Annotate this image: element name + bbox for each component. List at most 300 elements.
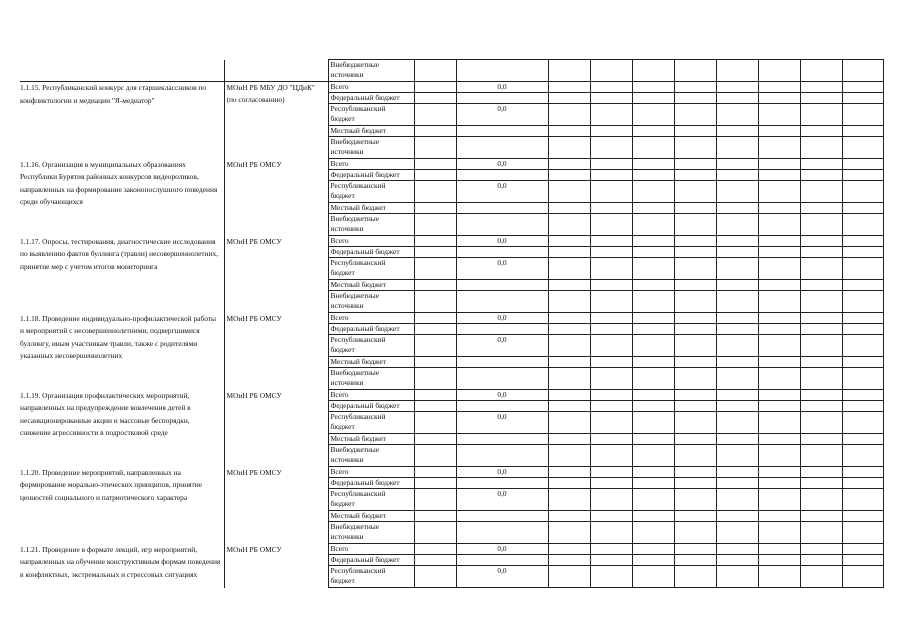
empty-cell [590, 390, 632, 401]
amount-cell [456, 324, 548, 335]
empty-cell [842, 137, 883, 159]
empty-cell [758, 478, 800, 489]
empty-cell [548, 313, 590, 324]
empty-cell [758, 181, 800, 203]
empty-cell [548, 368, 590, 390]
empty-cell [758, 368, 800, 390]
empty-cell [842, 104, 883, 126]
amount-cell: 0,0 [456, 181, 548, 203]
empty-cell [758, 137, 800, 159]
empty-cell [842, 368, 883, 390]
empty-cell [800, 478, 842, 489]
funding-source-cell: Федеральный бюджет [328, 555, 414, 566]
amount-cell [456, 93, 548, 104]
table-row [20, 236, 883, 247]
empty-cell [716, 544, 758, 555]
empty-cell [674, 467, 716, 478]
empty-cell [758, 247, 800, 258]
empty-cell [548, 467, 590, 478]
responsible-cell: МОиН РБ МБУ ДО "ЦДиК" (по согласованию) [224, 82, 328, 159]
empty-cell [716, 137, 758, 159]
amount-cell [456, 511, 548, 522]
empty-cell [590, 203, 632, 214]
empty-cell [758, 544, 800, 555]
empty-cell [716, 313, 758, 324]
empty-cell [632, 247, 674, 258]
empty-cell [674, 159, 716, 170]
empty-cell [758, 203, 800, 214]
responsible-cell: МОиН РБ ОМСУ [224, 467, 328, 544]
empty-cell [716, 236, 758, 247]
empty-cell [716, 280, 758, 291]
empty-cell [632, 566, 674, 588]
measure-title-cell [20, 60, 224, 82]
amount-cell: 0,0 [456, 412, 548, 434]
empty-cell [632, 60, 674, 82]
empty-cell [842, 247, 883, 258]
funding-source-cell: Всего [328, 236, 414, 247]
empty-cell [716, 434, 758, 445]
year-cell [414, 313, 456, 324]
empty-cell [674, 280, 716, 291]
empty-cell [842, 170, 883, 181]
empty-cell [674, 489, 716, 511]
year-cell [414, 170, 456, 181]
empty-cell [800, 566, 842, 588]
empty-cell [842, 214, 883, 236]
empty-cell [632, 522, 674, 544]
empty-cell [548, 126, 590, 137]
year-cell [414, 280, 456, 291]
empty-cell [674, 566, 716, 588]
empty-cell [674, 137, 716, 159]
empty-cell [674, 214, 716, 236]
empty-cell [590, 511, 632, 522]
empty-cell [842, 434, 883, 445]
empty-cell [800, 335, 842, 357]
funding-source-cell: Внебюджетные источники [328, 60, 414, 82]
empty-cell [590, 412, 632, 434]
empty-cell [842, 467, 883, 478]
empty-cell [674, 511, 716, 522]
empty-cell [716, 247, 758, 258]
year-cell [414, 445, 456, 467]
empty-cell [590, 335, 632, 357]
empty-cell [842, 566, 883, 588]
empty-cell [674, 236, 716, 247]
empty-cell [674, 478, 716, 489]
year-cell [414, 511, 456, 522]
empty-cell [842, 82, 883, 93]
amount-cell [456, 203, 548, 214]
empty-cell [800, 82, 842, 93]
empty-cell [548, 181, 590, 203]
year-cell [414, 566, 456, 588]
empty-cell [548, 511, 590, 522]
empty-cell [590, 247, 632, 258]
empty-cell [632, 137, 674, 159]
empty-cell [800, 357, 842, 368]
empty-cell [632, 357, 674, 368]
amount-cell [456, 247, 548, 258]
empty-cell [590, 445, 632, 467]
empty-cell [590, 60, 632, 82]
empty-cell [590, 368, 632, 390]
funding-source-cell: Всего [328, 390, 414, 401]
empty-cell [758, 555, 800, 566]
empty-cell [800, 368, 842, 390]
empty-cell [716, 258, 758, 280]
empty-cell [548, 390, 590, 401]
table-body [20, 60, 883, 588]
funding-source-cell: Внебюджетные источники [328, 445, 414, 467]
table-row [20, 82, 883, 93]
amount-cell [456, 291, 548, 313]
year-cell [414, 555, 456, 566]
empty-cell [590, 159, 632, 170]
empty-cell [758, 324, 800, 335]
empty-cell [758, 522, 800, 544]
empty-cell [548, 445, 590, 467]
empty-cell [590, 280, 632, 291]
empty-cell [632, 478, 674, 489]
year-cell [414, 478, 456, 489]
amount-cell: 0,0 [456, 467, 548, 478]
empty-cell [758, 566, 800, 588]
budget-table [20, 59, 884, 588]
empty-cell [758, 445, 800, 467]
empty-cell [842, 280, 883, 291]
empty-cell [758, 214, 800, 236]
amount-cell [456, 137, 548, 159]
amount-cell [456, 434, 548, 445]
empty-cell [632, 236, 674, 247]
empty-cell [632, 82, 674, 93]
empty-cell [716, 60, 758, 82]
empty-cell [548, 247, 590, 258]
empty-cell [800, 445, 842, 467]
responsible-cell: МОиН РБ ОМСУ [224, 313, 328, 390]
empty-cell [632, 159, 674, 170]
empty-cell [632, 104, 674, 126]
empty-cell [716, 467, 758, 478]
year-cell [414, 126, 456, 137]
empty-cell [800, 434, 842, 445]
amount-cell: 0,0 [456, 82, 548, 93]
empty-cell [674, 291, 716, 313]
empty-cell [800, 467, 842, 478]
empty-cell [674, 247, 716, 258]
empty-cell [548, 555, 590, 566]
empty-cell [674, 104, 716, 126]
empty-cell [548, 434, 590, 445]
empty-cell [674, 82, 716, 93]
table-row [20, 544, 883, 555]
empty-cell [716, 566, 758, 588]
empty-cell [590, 313, 632, 324]
empty-cell [716, 522, 758, 544]
empty-cell [758, 390, 800, 401]
empty-cell [758, 511, 800, 522]
empty-cell [842, 544, 883, 555]
empty-cell [716, 412, 758, 434]
empty-cell [548, 522, 590, 544]
responsible-cell [224, 60, 328, 82]
empty-cell [548, 104, 590, 126]
empty-cell [632, 291, 674, 313]
empty-cell [548, 291, 590, 313]
empty-cell [548, 335, 590, 357]
empty-cell [674, 203, 716, 214]
empty-cell [548, 82, 590, 93]
empty-cell [716, 401, 758, 412]
responsible-cell: МОиН РБ ОМСУ [224, 236, 328, 313]
amount-cell [456, 126, 548, 137]
funding-source-cell: Республиканский бюджет [328, 181, 414, 203]
empty-cell [590, 214, 632, 236]
year-cell [414, 324, 456, 335]
empty-cell [632, 170, 674, 181]
amount-cell [456, 280, 548, 291]
funding-source-cell: Местный бюджет [328, 126, 414, 137]
empty-cell [548, 236, 590, 247]
empty-cell [842, 93, 883, 104]
empty-cell [674, 324, 716, 335]
empty-cell [632, 181, 674, 203]
empty-cell [548, 489, 590, 511]
year-cell [414, 434, 456, 445]
empty-cell [590, 478, 632, 489]
empty-cell [842, 313, 883, 324]
amount-cell: 0,0 [456, 258, 548, 280]
empty-cell [800, 214, 842, 236]
year-cell [414, 104, 456, 126]
amount-cell [456, 445, 548, 467]
empty-cell [590, 291, 632, 313]
empty-cell [548, 159, 590, 170]
empty-cell [590, 522, 632, 544]
funding-source-cell: Местный бюджет [328, 434, 414, 445]
empty-cell [758, 467, 800, 478]
empty-cell [548, 566, 590, 588]
table-row [20, 313, 883, 324]
funding-source-cell: Республиканский бюджет [328, 335, 414, 357]
amount-cell [456, 214, 548, 236]
empty-cell [842, 126, 883, 137]
funding-source-cell: Федеральный бюджет [328, 324, 414, 335]
empty-cell [674, 170, 716, 181]
empty-cell [842, 357, 883, 368]
empty-cell [632, 434, 674, 445]
empty-cell [800, 280, 842, 291]
empty-cell [674, 544, 716, 555]
funding-source-cell: Республиканский бюджет [328, 566, 414, 588]
empty-cell [842, 478, 883, 489]
funding-source-cell: Всего [328, 544, 414, 555]
year-cell [414, 291, 456, 313]
empty-cell [716, 489, 758, 511]
empty-cell [716, 214, 758, 236]
empty-cell [716, 390, 758, 401]
year-cell [414, 489, 456, 511]
responsible-cell: МОиН РБ ОМСУ [224, 544, 328, 588]
empty-cell [842, 159, 883, 170]
amount-cell [456, 555, 548, 566]
empty-cell [758, 258, 800, 280]
funding-source-cell: Внебюджетные источники [328, 368, 414, 390]
empty-cell [716, 93, 758, 104]
empty-cell [674, 93, 716, 104]
empty-cell [632, 126, 674, 137]
year-cell [414, 214, 456, 236]
empty-cell [842, 445, 883, 467]
empty-cell [590, 357, 632, 368]
empty-cell [758, 236, 800, 247]
empty-cell [716, 82, 758, 93]
empty-cell [716, 368, 758, 390]
table-row [20, 467, 883, 478]
empty-cell [800, 555, 842, 566]
empty-cell [800, 126, 842, 137]
year-cell [414, 368, 456, 390]
funding-source-cell: Федеральный бюджет [328, 170, 414, 181]
funding-source-cell: Местный бюджет [328, 203, 414, 214]
empty-cell [632, 445, 674, 467]
amount-cell [456, 401, 548, 412]
funding-source-cell: Федеральный бюджет [328, 93, 414, 104]
empty-cell [674, 445, 716, 467]
empty-cell [842, 489, 883, 511]
empty-cell [758, 60, 800, 82]
year-cell [414, 93, 456, 104]
empty-cell [716, 104, 758, 126]
empty-cell [758, 291, 800, 313]
empty-cell [548, 214, 590, 236]
empty-cell [590, 544, 632, 555]
empty-cell [548, 170, 590, 181]
empty-cell [674, 434, 716, 445]
year-cell [414, 181, 456, 203]
empty-cell [800, 313, 842, 324]
empty-cell [590, 324, 632, 335]
empty-cell [842, 335, 883, 357]
empty-cell [674, 555, 716, 566]
empty-cell [632, 280, 674, 291]
empty-cell [590, 401, 632, 412]
empty-cell [842, 236, 883, 247]
empty-cell [674, 258, 716, 280]
empty-cell [842, 258, 883, 280]
empty-cell [716, 445, 758, 467]
funding-source-cell: Республиканский бюджет [328, 104, 414, 126]
empty-cell [800, 291, 842, 313]
amount-cell: 0,0 [456, 489, 548, 511]
empty-cell [548, 137, 590, 159]
measure-title-cell: 1.1.21. Проведение в формате лекций, игр мероприятий, направленных на обучение конструктивным формам поведения в конфликтных, экстремальных и стрессовых ситуациях [20, 544, 221, 579]
year-cell [414, 247, 456, 258]
year-cell [414, 467, 456, 478]
funding-source-cell: Всего [328, 159, 414, 170]
empty-cell [674, 368, 716, 390]
empty-cell [590, 93, 632, 104]
empty-cell [674, 126, 716, 137]
amount-cell: 0,0 [456, 313, 548, 324]
empty-cell [632, 324, 674, 335]
measure-title-cell: 1.1.19. Организация профилактических мероприятий, направленных на предупреждение вовлечения детей в несанкционированные акции и массовые беспорядки, снижение агрессивности в подростковой среде [20, 390, 191, 437]
funding-source-cell: Внебюджетные источники [328, 137, 414, 159]
empty-cell [800, 489, 842, 511]
empty-cell [800, 544, 842, 555]
empty-cell [674, 390, 716, 401]
empty-cell [590, 566, 632, 588]
measure-title-cell: 1.1.17. Опросы, тестирования, диагностические исследования по выявлению фактов буллинга (травли) несовершеннолетних, принятие мер с учетом итогов мониторинга [20, 236, 219, 271]
empty-cell [800, 412, 842, 434]
empty-cell [842, 324, 883, 335]
empty-cell [674, 412, 716, 434]
empty-cell [758, 104, 800, 126]
empty-cell [758, 357, 800, 368]
amount-cell [456, 60, 548, 82]
empty-cell [716, 324, 758, 335]
empty-cell [674, 357, 716, 368]
year-cell [414, 335, 456, 357]
empty-cell [800, 159, 842, 170]
empty-cell [590, 137, 632, 159]
empty-cell [758, 82, 800, 93]
funding-source-cell: Федеральный бюджет [328, 247, 414, 258]
empty-cell [758, 489, 800, 511]
amount-cell: 0,0 [456, 544, 548, 555]
empty-cell [716, 159, 758, 170]
empty-cell [548, 203, 590, 214]
empty-cell [758, 159, 800, 170]
year-cell [414, 236, 456, 247]
empty-cell [842, 181, 883, 203]
empty-cell [842, 412, 883, 434]
empty-cell [548, 93, 590, 104]
empty-cell [758, 401, 800, 412]
amount-cell: 0,0 [456, 159, 548, 170]
year-cell [414, 159, 456, 170]
empty-cell [632, 412, 674, 434]
empty-cell [590, 434, 632, 445]
empty-cell [716, 203, 758, 214]
empty-cell [632, 214, 674, 236]
empty-cell [842, 522, 883, 544]
year-cell [414, 522, 456, 544]
empty-cell [590, 258, 632, 280]
measure-title-cell: 1.1.20. Проведение мероприятий, направленных на формирование морально-этических принципов, принятие ценностей социального и патриотического характера [20, 467, 203, 502]
empty-cell [800, 93, 842, 104]
funding-source-cell: Местный бюджет [328, 357, 414, 368]
empty-cell [548, 401, 590, 412]
empty-cell [590, 467, 632, 478]
empty-cell [548, 258, 590, 280]
empty-cell [800, 324, 842, 335]
empty-cell [632, 203, 674, 214]
table-row [20, 390, 883, 401]
funding-source-cell: Республиканский бюджет [328, 489, 414, 511]
amount-cell [456, 522, 548, 544]
empty-cell [590, 126, 632, 137]
empty-cell [758, 126, 800, 137]
empty-cell [674, 335, 716, 357]
year-cell [414, 390, 456, 401]
empty-cell [800, 236, 842, 247]
empty-cell [800, 258, 842, 280]
empty-cell [842, 203, 883, 214]
empty-cell [548, 478, 590, 489]
